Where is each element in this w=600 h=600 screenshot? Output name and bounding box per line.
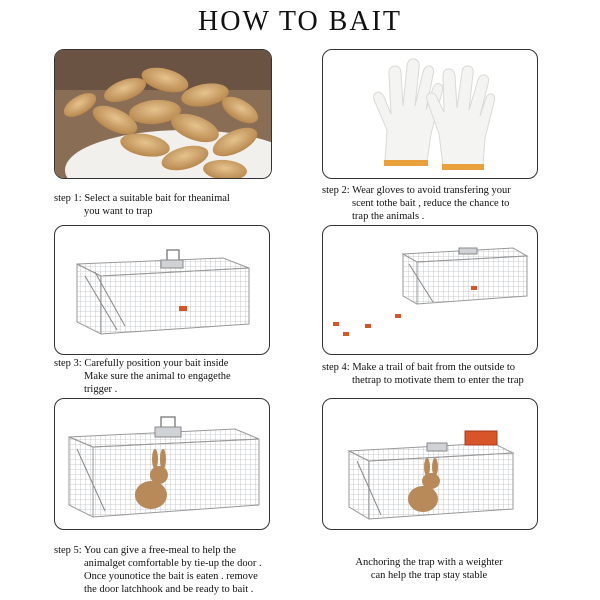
step-3-image [54,225,270,355]
step-2-image [322,49,538,179]
step-6-caption: Anchoring the trap with a weighter can help the trap stay stable [355,557,503,581]
anchor-brick [465,431,497,445]
step-6-image [322,398,538,530]
page-title: HOW TO BAIT [198,6,402,37]
bait-piece [179,306,187,311]
cage-trap [77,250,249,334]
step-5-image [54,398,270,530]
step-4-caption: step 4: Make a trail of bait from the outside to thetrap to motivate them to enter the trap [322,362,524,386]
glove-right [427,66,495,170]
step-2-caption: step 2: Wear gloves to avoid transfering your scent tothe bait , reduce the chance to trap the animals . [322,185,511,222]
step-1-image [54,49,272,179]
step-1-caption: step 1: Select a suitable bait for theanimal you want to trap [54,193,230,217]
step-3-caption: step 3: Carefully position your bait inside Make sure the animal to engagethe trigger . [54,358,231,395]
step-5-caption: step 5: You can give a free-meal to help the animalget comfortable by tie-up the door . Once younotice the bait is eaten . remove the door latchhook and be ready to bait . [54,545,262,595]
step-4-image [322,225,538,355]
cage-trap [403,248,527,304]
